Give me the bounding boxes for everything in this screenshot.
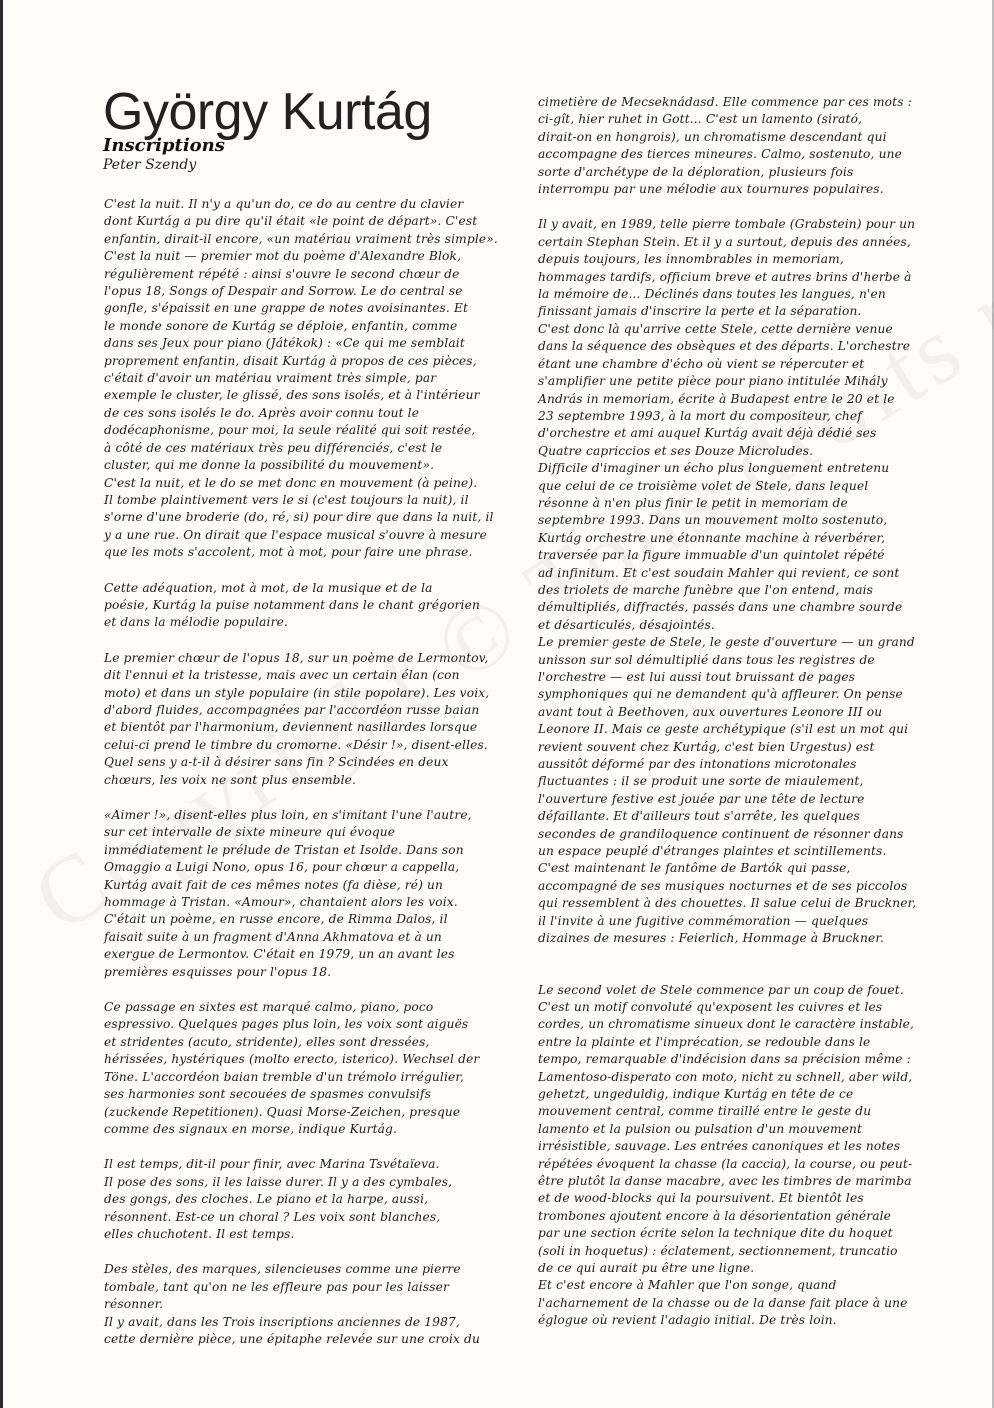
text-line: démultipliés, diffractés, passés dans une chambre sourde xyxy=(538,600,903,615)
text-line: que les mots s'accolent, mot à mot, pour faire une phrase. xyxy=(104,545,473,560)
text-line: tombale, tant qu'on ne les effleure pas pour les laisser xyxy=(104,1279,449,1294)
text-line: l'orchestre — est lui aussi tout bruissant de pages xyxy=(538,670,856,684)
text-line: Le premier chœur de l'opus 18, sur un poème de Lermontov, xyxy=(104,650,489,665)
text-line: gehetzt, ungeduldig, indique Kurtág en tête de ce xyxy=(538,1086,854,1101)
text-line: C'est maintenant le fantôme de Bartók qui passe, xyxy=(538,861,851,876)
text-line: étant une chambre d'écho où vient se répercuter et xyxy=(538,356,865,371)
text-line: l'acharnement de la chasse ou de la danse fait place à une xyxy=(538,1295,908,1310)
text-line: résonne à n'en plus finir le petit in memoriam de xyxy=(538,495,848,510)
text-line: (zuckende Repetitionen). Quasi Morse-Zeichen, presque xyxy=(104,1104,461,1119)
text-line: cordes, un chromatisme sinueux dont le caractère instable, xyxy=(538,1017,915,1032)
paragraph xyxy=(104,580,504,632)
text-line: Quatre capriccios et ses Douze Microludes. xyxy=(538,443,814,458)
text-line: l'ouverture festive est jouée par une tête de lecture xyxy=(538,791,865,806)
text-line: Lamentoso-disperato con moto, nicht zu schnell, aber wild, xyxy=(538,1069,913,1084)
text-line: Il est temps, dit-il pour finir, avec Marina Tsvétaïeva. xyxy=(104,1157,440,1172)
text-line: y a une rue. On dirait que l'espace musical s'ouvre à mesure xyxy=(104,527,487,542)
text-line: dodécaphonisme, pour moi, la seule réalité qui soit restée, xyxy=(104,423,476,438)
text-line: espressivo. Quelques pages plus loin, les voix sont aiguës xyxy=(104,1017,469,1032)
text-line: dizaines de mesures : Feierlich, Hommage à Bruckner. xyxy=(538,931,884,946)
text-line: C'était un poème, en russe encore, de Rimma Dalos, il xyxy=(104,912,448,927)
text-line: irrésistible, sauvage. Les entrées canoniques et les notes xyxy=(538,1139,901,1154)
text-line: l'opus 18, Songs of Despair and Sorrow. Le do central se xyxy=(104,284,463,299)
text-line: des gongs, des cloches. Le piano et la harpe, aussi, xyxy=(104,1192,429,1207)
text-line: entre la plainte et l'imprécation, se redouble dans le xyxy=(538,1034,871,1049)
text-line: proprement enfantin, disait Kurtág à propos de ces pièces, xyxy=(104,353,477,368)
text-line: finissant jamais d'inscrire la perte et la séparation. xyxy=(538,304,862,319)
text-line: secondes de grandiloquence continuent de résonner dans xyxy=(538,826,904,841)
paragraph xyxy=(538,982,938,1330)
text-line: et stridentes (acuto, stridente), elles sont dressées, xyxy=(104,1034,430,1049)
text-line: dans la séquence des obsèques et des départs. L'orchestre xyxy=(538,339,911,354)
text-line: ad infinitum. Et c'est soudain Mahler qui revient, ce sont xyxy=(538,565,900,580)
text-line: s'amplifier une petite pièce pour piano intitulée Mihály xyxy=(538,374,888,389)
text-line: de ces sons isolés le do. Après avoir connu tout le xyxy=(104,405,420,420)
text-line: d'abord fluides, accompagnées par l'accordéon russe baian xyxy=(104,702,480,717)
text-line: cluster, qui me donne la possibilité du mouvement». xyxy=(104,458,435,473)
text-line: accompagne des tierces mineures. Calmo, sostenuto, une xyxy=(538,147,902,162)
article-title: György Kurtág xyxy=(103,83,432,141)
text-line: sur cet intervalle de sixte mineure qui évoque xyxy=(104,825,396,840)
text-line: Difficile d'imaginer un écho plus longuement entretenu xyxy=(538,461,890,476)
text-line: C'est la nuit, et le do se met donc en mouvement (à peine). xyxy=(104,475,478,490)
text-line: traversée par la figure immuable d'un quintolet répété xyxy=(538,548,885,563)
text-line: C'est la nuit. Il n'y a qu'un do, ce do au centre du clavier xyxy=(104,197,464,211)
text-line: unisson sur sol démultiplié dans tous les registres de xyxy=(538,652,875,667)
text-line: cimetière de Mecseknádasd. Elle commence par ces mots : xyxy=(538,95,912,109)
text-line: interrompu par une mélodie aux tournures populaires. xyxy=(538,182,884,197)
text-line: revient souvent chez Kurtág, c'est bien Urgestus) est xyxy=(538,739,875,754)
text-line: elles chuchotent. Il est temps. xyxy=(104,1226,295,1241)
text-line: Omaggio a Luigi Nono, opus 16, pour chœur a cappella, xyxy=(104,860,460,875)
text-line: tempo, remarquable d'indécision dans sa précision même : xyxy=(538,1052,911,1067)
text-line: ci-gît, hier ruhet in Gott... C'est un lamento (sirató, xyxy=(538,112,863,127)
text-line: être plutôt la danse macabre, avec les timbres de marimba xyxy=(538,1173,912,1188)
text-line: résonnent. Est-ce un choral ? Les voix sont blanches, xyxy=(104,1209,441,1224)
text-line: András in memoriam, écrite à Budapest entre le 20 et le xyxy=(538,391,895,406)
text-line: trombones ajoutent encore à la désorientation générale xyxy=(538,1208,892,1223)
paragraph xyxy=(104,196,504,562)
text-line: résonner. xyxy=(104,1297,164,1312)
text-line: moto) et dans un style populaire (in stile popolare). Les voix, xyxy=(104,685,490,700)
text-line: mouvement central, comme tiraillé entre le geste du xyxy=(538,1104,872,1119)
text-line: c'était d'avoir un matériau vraiment très simple, par xyxy=(104,371,437,386)
text-line: Il tombe plaintivement vers le si (c'est toujours la nuit), il xyxy=(104,492,469,507)
text-line: aussitôt déformé par des intonations microtonales xyxy=(538,757,857,772)
text-line: certain Stephan Stein. Et il y a surtout, depuis des années, xyxy=(538,234,911,249)
left-column xyxy=(104,196,504,1348)
text-line: un espace peuplé d'étranges plaintes et scintillements. xyxy=(538,844,887,859)
paragraph xyxy=(104,999,504,1138)
text-line: régulièrement répété : ainsi s'ouvre le second chœur de xyxy=(104,266,460,281)
text-line: dit l'ennui et la tristesse, mais avec un certain élan (con xyxy=(104,668,460,683)
text-line: septembre 1993. Dans un mouvement molto sostenuto, xyxy=(538,513,888,528)
text-line: C'est la nuit — premier mot du poème d'Alexandre Blok, xyxy=(104,249,462,264)
text-line: la mémoire de... Déclinés dans toutes les langues, n'en xyxy=(538,287,886,302)
text-line: Des stèles, des marques, silencieuses comme une pierre xyxy=(104,1262,461,1277)
text-line: exemple le cluster, le glissé, des sons isolés, et à l'intérieur xyxy=(104,388,480,403)
paragraph xyxy=(104,807,504,981)
text-line: Cette adéquation, mot à mot, de la musique et de la xyxy=(104,580,433,595)
text-line: symphoniques qui ne demandent qu'à affleurer. On pense xyxy=(538,687,903,702)
text-line: défaillante. Et d'ailleurs tout s'arrête, les quelques xyxy=(538,809,860,824)
right-column xyxy=(538,94,938,1330)
text-line: celui-ci prend le timbre du cromorne. «Désir !», disent-elles. xyxy=(104,737,488,752)
text-line: dans ses Jeux pour piano (Játékok) : «Ce qui me semblait xyxy=(104,336,465,351)
text-line: poésie, Kurtág la puise notamment dans le chant grégorien xyxy=(104,597,480,612)
paragraph xyxy=(104,1156,504,1243)
text-line: hérissées, hystériques (molto erecto, isterico). Wechsel der xyxy=(104,1052,480,1067)
text-line: ses harmonies sont secouées de spasmes convulsifs xyxy=(104,1087,432,1102)
paragraph xyxy=(104,1261,504,1348)
text-line: le monde sonore de Kurtág se déploie, enfantin, comme xyxy=(104,318,458,333)
text-line: des triolets de marche funèbre que l'on entend, mais xyxy=(538,582,874,597)
article-author: Peter Szendy xyxy=(103,157,197,173)
text-line: par une section écrite selon la technique dite du hoquet xyxy=(538,1226,893,1241)
text-line: Il pose des sons, il les laisse durer. Il y a des cymbales, xyxy=(104,1174,453,1189)
text-line: Il y avait, dans les Trois inscriptions anciennes de 1987, xyxy=(104,1314,460,1329)
text-line: enfantin, dirait-il encore, «un matériau vraiment très simple». xyxy=(104,231,498,246)
paragraph xyxy=(538,94,938,198)
paragraph xyxy=(104,650,504,789)
text-line: immédiatement le prélude de Tristan et Isolde. Dans son xyxy=(104,842,464,857)
article-header xyxy=(103,83,432,174)
text-line: fluctuantes : il se produit une sorte de miaulement, xyxy=(538,774,864,789)
text-line: C'est donc là qu'arrive cette Stele, cette dernière venue xyxy=(538,321,893,336)
text-line: dont Kurtág a pu dire qu'il était «le point de départ». C'est xyxy=(104,214,478,229)
text-line: répétées évoquent la chasse (la caccia), la course, ou peut- xyxy=(538,1156,913,1171)
text-line: avant tout à Beethoven, aux ouvertures Leonore III ou xyxy=(538,704,883,719)
text-line: Le premier geste de Stele, le geste d'ouverture — un grand xyxy=(538,635,915,650)
text-line: et bientôt par l'harmonium, deviennent nasillardes lorsque xyxy=(104,720,478,735)
text-line: «Aimer !», disent-elles plus loin, en s'imitant l'une l'autre, xyxy=(104,808,472,822)
text-line: Quel sens y a-t-il à désirer sans fin ? Scindées en deux xyxy=(104,755,449,770)
text-line: il l'invite à une fugitive commémoration — quelques xyxy=(538,913,869,928)
text-line: Et c'est encore à Mahler que l'on songe, quand xyxy=(538,1278,837,1293)
text-line: Ce passage en sixtes est marqué calmo, piano, poco xyxy=(104,1000,434,1015)
text-line: faisait suite à un fragment d'Anna Akhmatova et à un xyxy=(104,929,442,944)
paragraph xyxy=(538,216,938,947)
text-line: qui ressemblent à des chouettes. Il salue celui de Bruckner, xyxy=(538,896,917,911)
text-line: et désarticulés, désajointés. xyxy=(538,617,715,632)
text-line: C'est un motif convoluté qu'exposent les cuivres et les xyxy=(538,999,883,1014)
text-line: cette dernière pièce, une épitaphe relevée sur une croix du xyxy=(104,1331,480,1346)
text-line: et de wood-blocks qui la poursuivent. Et bientôt les xyxy=(538,1191,864,1206)
text-line: chœurs, les voix ne sont plus ensemble. xyxy=(104,772,357,787)
text-line: Kurtág orchestre une étonnante machine à réverbérer, xyxy=(538,530,886,545)
text-line: que celui de ce troisième volet de Stele, dans lequel xyxy=(538,478,869,493)
text-line: hommage à Tristan. «Amour», chantaient alors les voix. xyxy=(104,895,458,910)
text-line: lamento et la pulsion ou pulsation d'un mouvement xyxy=(538,1121,863,1136)
text-line: gonfle, s'épaissit en une grappe de notes avoisinantes. Et xyxy=(104,301,469,316)
text-line: exergue de Lermontov. C'était en 1979, un an avant les xyxy=(104,947,455,962)
text-line: églogue où revient l'adagio initial. De très loin. xyxy=(538,1313,837,1328)
scan-edge-left xyxy=(0,0,3,1408)
text-line: premières esquisses pour l'opus 18. xyxy=(104,964,332,979)
text-line: s'orne d'une broderie (do, ré, si) pour dire que dans la nuit, il xyxy=(104,510,494,525)
text-line: Töne. L'accordéon baian tremble d'un trémolo irrégulier, xyxy=(104,1069,465,1084)
text-line: depuis toujours, les innombrables in memoriam, xyxy=(538,252,844,267)
text-line: de ce qui aurait pu être une ligne. xyxy=(538,1261,755,1275)
text-line: hommages tardifs, officium breve et autres brins d'herbe à xyxy=(538,269,912,284)
text-line: Leonore II. Mais ce geste archétypique (s'il est un mot qui xyxy=(538,722,909,737)
text-line: accompagné de ses musiques nocturnes et de ses piccolos xyxy=(538,878,908,893)
text-line: dirait-on en hongrois), un chromatisme descendant qui xyxy=(538,129,887,144)
text-line: 23 septembre 1993, à la mort du compositeur, chef xyxy=(538,408,862,423)
text-line: comme des signaux en morse, indique Kurtág. xyxy=(104,1121,398,1136)
text-line: à côté de ces matériaux très peu différenciés, c'est le xyxy=(104,440,443,455)
text-line: (soli in hoquetus) : éclatement, sectionnement, truncatio xyxy=(538,1243,898,1258)
text-line: d'orchestre et ami auquel Kurtág avait déjà dédié ses xyxy=(538,426,877,441)
article-subtitle: Inscriptions xyxy=(103,135,225,156)
text-line: et dans la mélodie populaire. xyxy=(104,615,288,630)
text-line: Il y avait, en 1989, telle pierre tombale (Grabstein) pour un xyxy=(538,217,916,232)
text-line: sorte d'archétype de la déploration, plusieurs fois xyxy=(538,164,854,179)
text-line: Le second volet de Stele commence par un coup de fouet. xyxy=(538,982,904,997)
text-line: Kurtág avait fait de ces mêmes notes (fa dièse, ré) un xyxy=(104,877,444,892)
